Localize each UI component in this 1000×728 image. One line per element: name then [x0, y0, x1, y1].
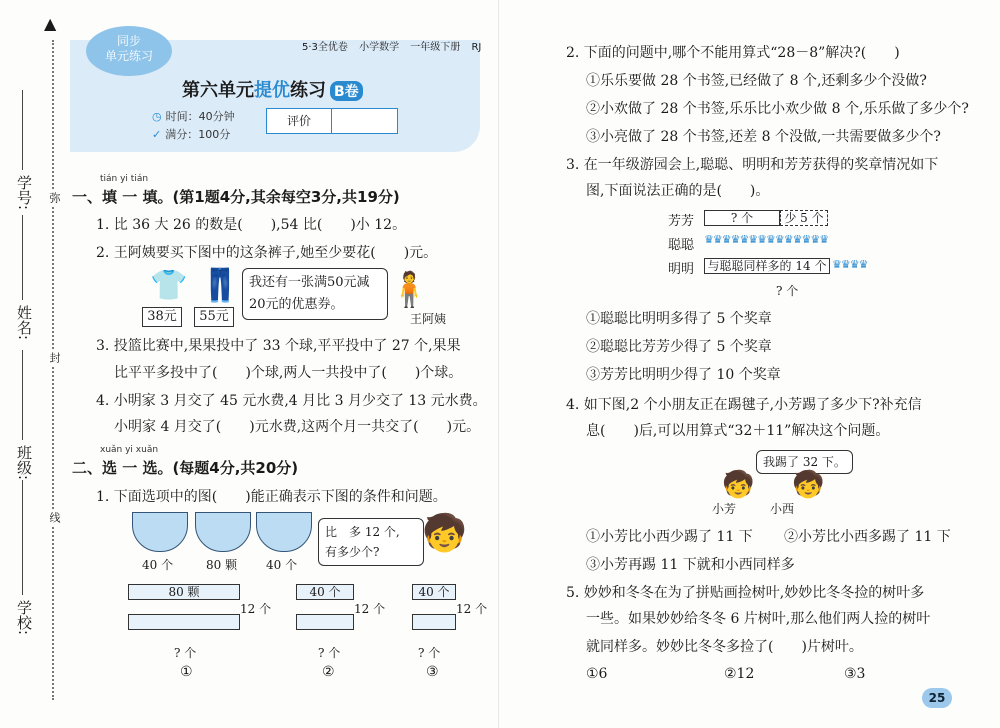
cut-line	[52, 40, 54, 700]
coupon-bubble	[242, 268, 388, 320]
r-q3-l1: 3. 在一年级游园会上,聪聪、明明和芳芳获得的奖章情况如下	[566, 157, 939, 173]
basket-count: 80 颗	[206, 558, 238, 572]
question-bubble	[318, 518, 424, 566]
r-q3-b[interactable]: ②聪聪比芳芳少得了 5 个奖章	[586, 339, 772, 355]
section-1-title: 一、填 一 填。(第1题4分,其余每空3分,共19分)	[72, 188, 400, 206]
cut-label: 弥	[48, 192, 61, 203]
s1-q1: 1. 比 36 大 26 的数是( ),54 比( )小 12。	[96, 217, 407, 233]
name-line[interactable]	[22, 215, 23, 300]
score-info	[152, 126, 230, 142]
shirt-icon: 👕	[150, 268, 188, 303]
name-fangfang: 芳芳	[668, 214, 695, 229]
kid-label: 小芳	[712, 502, 737, 516]
student-no-label: 学号:	[15, 175, 33, 211]
r-q5-l2: 一些。如果妙妙给冬冬 6 片树叶,那么他们两人捡的树叶	[586, 611, 931, 627]
clock-icon: ◷	[152, 110, 162, 123]
evaluation-box	[266, 108, 398, 134]
badge-line: 同步	[116, 34, 141, 48]
pinyin: xuǎn yi xuǎn	[100, 445, 159, 455]
kick-bubble: 我踢了 32 下。	[756, 450, 853, 474]
sync-badge	[86, 26, 172, 76]
cut-label: 线	[48, 512, 61, 523]
cut-label: 封	[48, 352, 61, 363]
pants-price: 55元	[194, 307, 234, 327]
woman-icon: 🧍	[388, 270, 431, 310]
opt1-bar-bottom	[128, 614, 240, 630]
opt1-number[interactable]: ①	[180, 664, 193, 680]
opt1-question: ? 个	[174, 646, 197, 660]
berry-basket-icon	[256, 512, 312, 552]
fangfang-less: 少 5 个	[780, 210, 828, 226]
subject: 小学数学	[359, 42, 400, 53]
s1-q4-l1: 4. 小明家 3 月交了 45 元水费,4 月比 3 月少交了 13 元水费。	[96, 393, 487, 409]
series: 5·3全优卷	[302, 42, 348, 53]
opt2-number[interactable]: ②	[322, 664, 335, 680]
r-q4-l1: 4. 如下图,2 个小朋友正在踢毽子,小芳踢了多少下?补充信	[566, 397, 922, 413]
mingming-bar: 与聪聪同样多的 14 个	[704, 258, 830, 274]
s1-q4-l2: 小明家 4 月交了( )元水费,这两个月一共交了( )元。	[114, 419, 481, 435]
edition: RJ	[471, 42, 482, 53]
badge-line: 单元练习	[104, 49, 153, 63]
r-q5-b[interactable]: ②12	[724, 666, 755, 682]
page-number: 25	[922, 688, 952, 708]
eval-label: 评价	[267, 109, 332, 133]
r-q2-b[interactable]: ②小欢做了 28 个书签,乐乐比小欢少做 8 个,乐乐做了多少个?	[586, 101, 969, 117]
time-text: 时间：40分钟	[165, 110, 235, 123]
opt3-more: 12 个	[456, 602, 488, 616]
girl-kick-icon: 🧒	[722, 470, 755, 500]
basket-count: 40 个	[142, 558, 174, 572]
r-q2: 2. 下面的问题中,哪个不能用算式“28－8”解决?( )	[566, 45, 900, 61]
s1-q3-l2: 比平平多投中了( )个球,两人一共投中了( )个球。	[114, 365, 463, 381]
r-q4-b[interactable]: ②小芳比小西多踢了 11 下	[784, 529, 951, 545]
r-q3-l2: 图,下面说法正确的是( )。	[586, 183, 770, 199]
score-text: 满分：100分	[165, 128, 231, 141]
bubble-line: 比 多 12 个,	[325, 525, 400, 539]
opt1-more: 12 个	[240, 602, 272, 616]
time-info	[152, 108, 235, 124]
name-congcong: 聪聪	[668, 238, 695, 253]
medal-extra-icon: ♛♛♛♛	[832, 258, 868, 271]
grape-basket-icon	[195, 512, 251, 552]
pants-icon: 👖	[200, 266, 240, 304]
opt3-bar-top: 40 个	[412, 584, 456, 600]
student-no-line[interactable]	[22, 90, 23, 170]
person-label: 王阿姨	[410, 312, 447, 326]
binding-strip	[0, 0, 70, 728]
r-q3-c[interactable]: ③芳芳比明明少得了 10 个奖章	[586, 367, 781, 383]
name-label: 姓名:	[15, 305, 33, 341]
r-q4-l2: 息( )后,可以用算式“32＋11”解决这个问题。	[586, 423, 890, 439]
girl-icon: 🧒	[422, 513, 467, 554]
title-part: 第六单元	[182, 80, 254, 101]
bubble-line: 20元的优惠券。	[249, 297, 344, 312]
opt3-question: ? 个	[418, 646, 441, 660]
fangfang-bar: ? 个	[704, 210, 780, 226]
check-icon: ✓	[152, 128, 162, 141]
book-meta	[302, 38, 489, 53]
opt1-bar-top: 80 颗	[128, 584, 240, 600]
school-line[interactable]	[22, 480, 23, 595]
opt2-bar-top: 40 个	[296, 584, 354, 600]
opt2-more: 12 个	[354, 602, 386, 616]
s2-q1: 1. 下面选项中的图( )能正确表示下图的条件和问题。	[96, 489, 447, 505]
title-highlight: 提优	[254, 80, 290, 101]
r-q5-l1: 5. 妙妙和冬冬在为了拼贴画捡树叶,妙妙比冬冬捡的树叶多	[566, 585, 925, 601]
section-2-title: 二、选 一 选。(每题4分,共20分)	[72, 459, 299, 477]
name-mingming: 明明	[668, 262, 695, 277]
school-label: 学校:	[15, 600, 33, 636]
pinyin: tián yi tián	[100, 174, 149, 184]
basket-count: 40 个	[266, 558, 298, 572]
page-title	[182, 76, 363, 102]
medal-row-icon: ♛♛♛♛♛♛♛♛♛♛♛♛♛♛	[704, 233, 829, 246]
opt3-bar-bottom	[412, 614, 456, 630]
class-label: 班级:	[15, 445, 33, 481]
r-q4-c[interactable]: ③小芳再踢 11 下就和小西同样多	[586, 557, 795, 573]
rocket-icon: ▲	[44, 14, 57, 33]
bubble-line: 我还有一张满50元减	[249, 275, 370, 290]
opt2-bar-bottom	[296, 614, 354, 630]
boy-kick-icon: 🧒	[792, 470, 825, 500]
r-q2-c[interactable]: ③小亮做了 28 个书签,还差 8 个没做,一共需要做多少个?	[586, 129, 941, 145]
s1-q2: 2. 王阿姨要买下图中的这条裤子,她至少要花( )元。	[96, 245, 438, 261]
class-line[interactable]	[22, 350, 23, 440]
kid-label: 小西	[770, 502, 795, 516]
s1-q3-l1: 3. 投篮比赛中,果果投中了 33 个球,平平投中了 27 个,果果	[96, 338, 461, 354]
title-part: 练习	[290, 80, 326, 101]
r-q5-l3: 就同样多。妙妙比冬冬多捡了( )片树叶。	[586, 639, 863, 655]
opt3-number[interactable]: ③	[426, 664, 439, 680]
apple-basket-icon	[132, 512, 188, 552]
r-q3-a[interactable]: ①聪聪比明明多得了 5 个奖章	[586, 311, 772, 327]
r-q5-c[interactable]: ③3	[844, 666, 866, 682]
title-tag: B卷	[330, 81, 363, 101]
center-fold	[498, 0, 499, 728]
shirt-price: 38元	[142, 307, 182, 327]
r-q5-a[interactable]: ①6	[586, 666, 608, 682]
mingming-question: ? 个	[776, 284, 799, 298]
grade: 一年级下册	[410, 42, 461, 53]
bubble-line: 有多少个?	[325, 545, 380, 559]
r-q2-a[interactable]: ①乐乐要做 28 个书签,已经做了 8 个,还剩多少个没做?	[586, 73, 927, 89]
r-q4-a[interactable]: ①小芳比小西少踢了 11 下	[586, 529, 753, 545]
eval-field[interactable]	[332, 109, 397, 133]
opt2-question: ? 个	[318, 646, 341, 660]
